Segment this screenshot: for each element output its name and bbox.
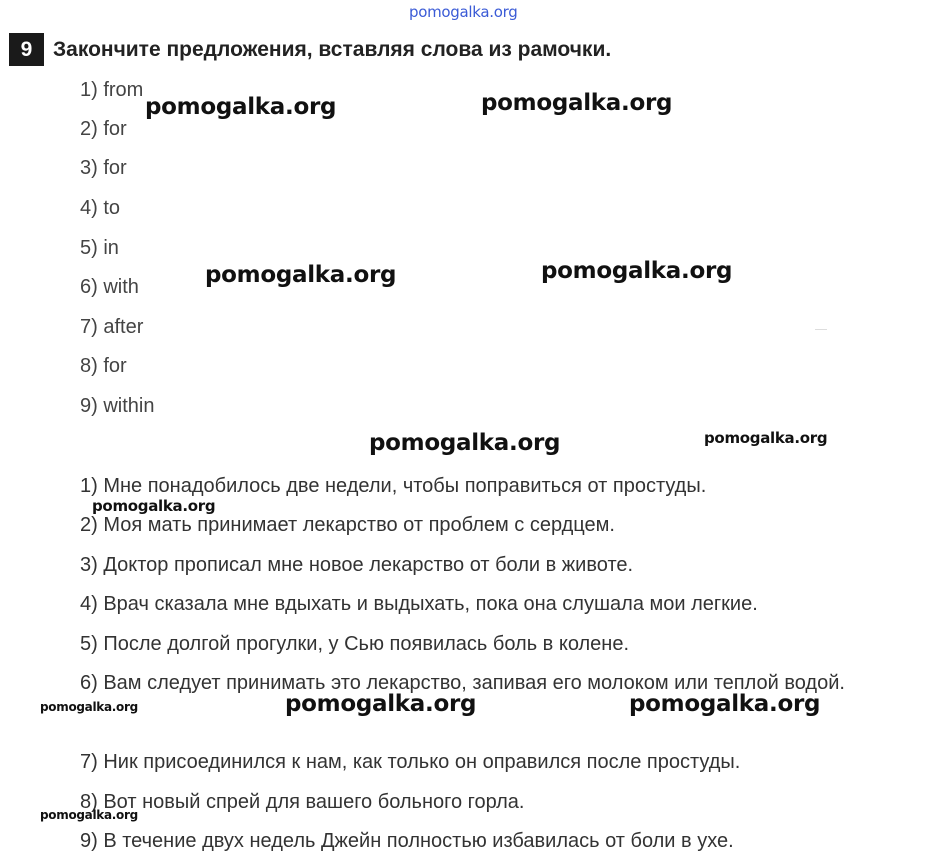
- sentence-item: 3) Доктор прописал мне новое лекарство от боли в животе.: [80, 554, 634, 576]
- sentence-item: 2) Моя мать принимает лекарство от проблем с сердцем.: [80, 514, 615, 536]
- sentence-item: 7) Ник присоединился к нам, как только он оправился после простуды.: [80, 751, 741, 773]
- watermark: pomogalka.org: [481, 90, 673, 116]
- watermark: pomogalka.org: [704, 429, 828, 447]
- sentence-item: 9) В течение двух недель Джейн полностью избавилась от боли в ухе.: [80, 830, 734, 852]
- task-title: Закончите предложения, вставляя слова из рамочки.: [53, 38, 612, 61]
- watermark: pomogalka.org: [541, 258, 733, 284]
- sentence-item: 6) Вам следует принимать это лекарство, запивая его молоком или теплой водой.: [80, 672, 845, 694]
- sentence-item: 4) Врач сказала мне вдыхать и выдыхать, пока она слушала мои легкие.: [80, 593, 758, 615]
- answer-item: 3) for: [80, 157, 127, 179]
- watermark: pomogalka.org: [145, 94, 337, 120]
- watermark: pomogalka.org: [205, 262, 397, 288]
- watermark: pomogalka.org: [285, 691, 477, 717]
- answer-item: 8) for: [80, 355, 127, 377]
- watermark: pomogalka.org: [369, 430, 561, 456]
- watermark: pomogalka.org: [92, 497, 216, 515]
- watermark: pomogalka.org: [40, 700, 138, 714]
- answer-item: 6) with: [80, 276, 139, 298]
- answer-item: 4) to: [80, 197, 121, 219]
- answer-item: 2) for: [80, 118, 127, 140]
- answer-item: 1) from: [80, 79, 144, 101]
- watermark: pomogalka.org: [629, 691, 821, 717]
- answer-item: 7) after: [80, 316, 144, 338]
- sentence-item: 1) Мне понадобилось две недели, чтобы поправиться от простуды.: [80, 475, 707, 497]
- sentence-item: 5) После долгой прогулки, у Сью появилась боль в колене.: [80, 633, 630, 655]
- watermark: pomogalka.org: [40, 808, 138, 822]
- answer-item: 5) in: [80, 237, 119, 259]
- task-number-badge: 9: [9, 33, 44, 66]
- answer-item: 9) within: [80, 395, 155, 417]
- sentence-item: 8) Вот новый спрей для вашего больного горла.: [80, 791, 525, 813]
- scan-artifact: [815, 329, 827, 330]
- watermark-top: pomogalka.org: [409, 3, 518, 21]
